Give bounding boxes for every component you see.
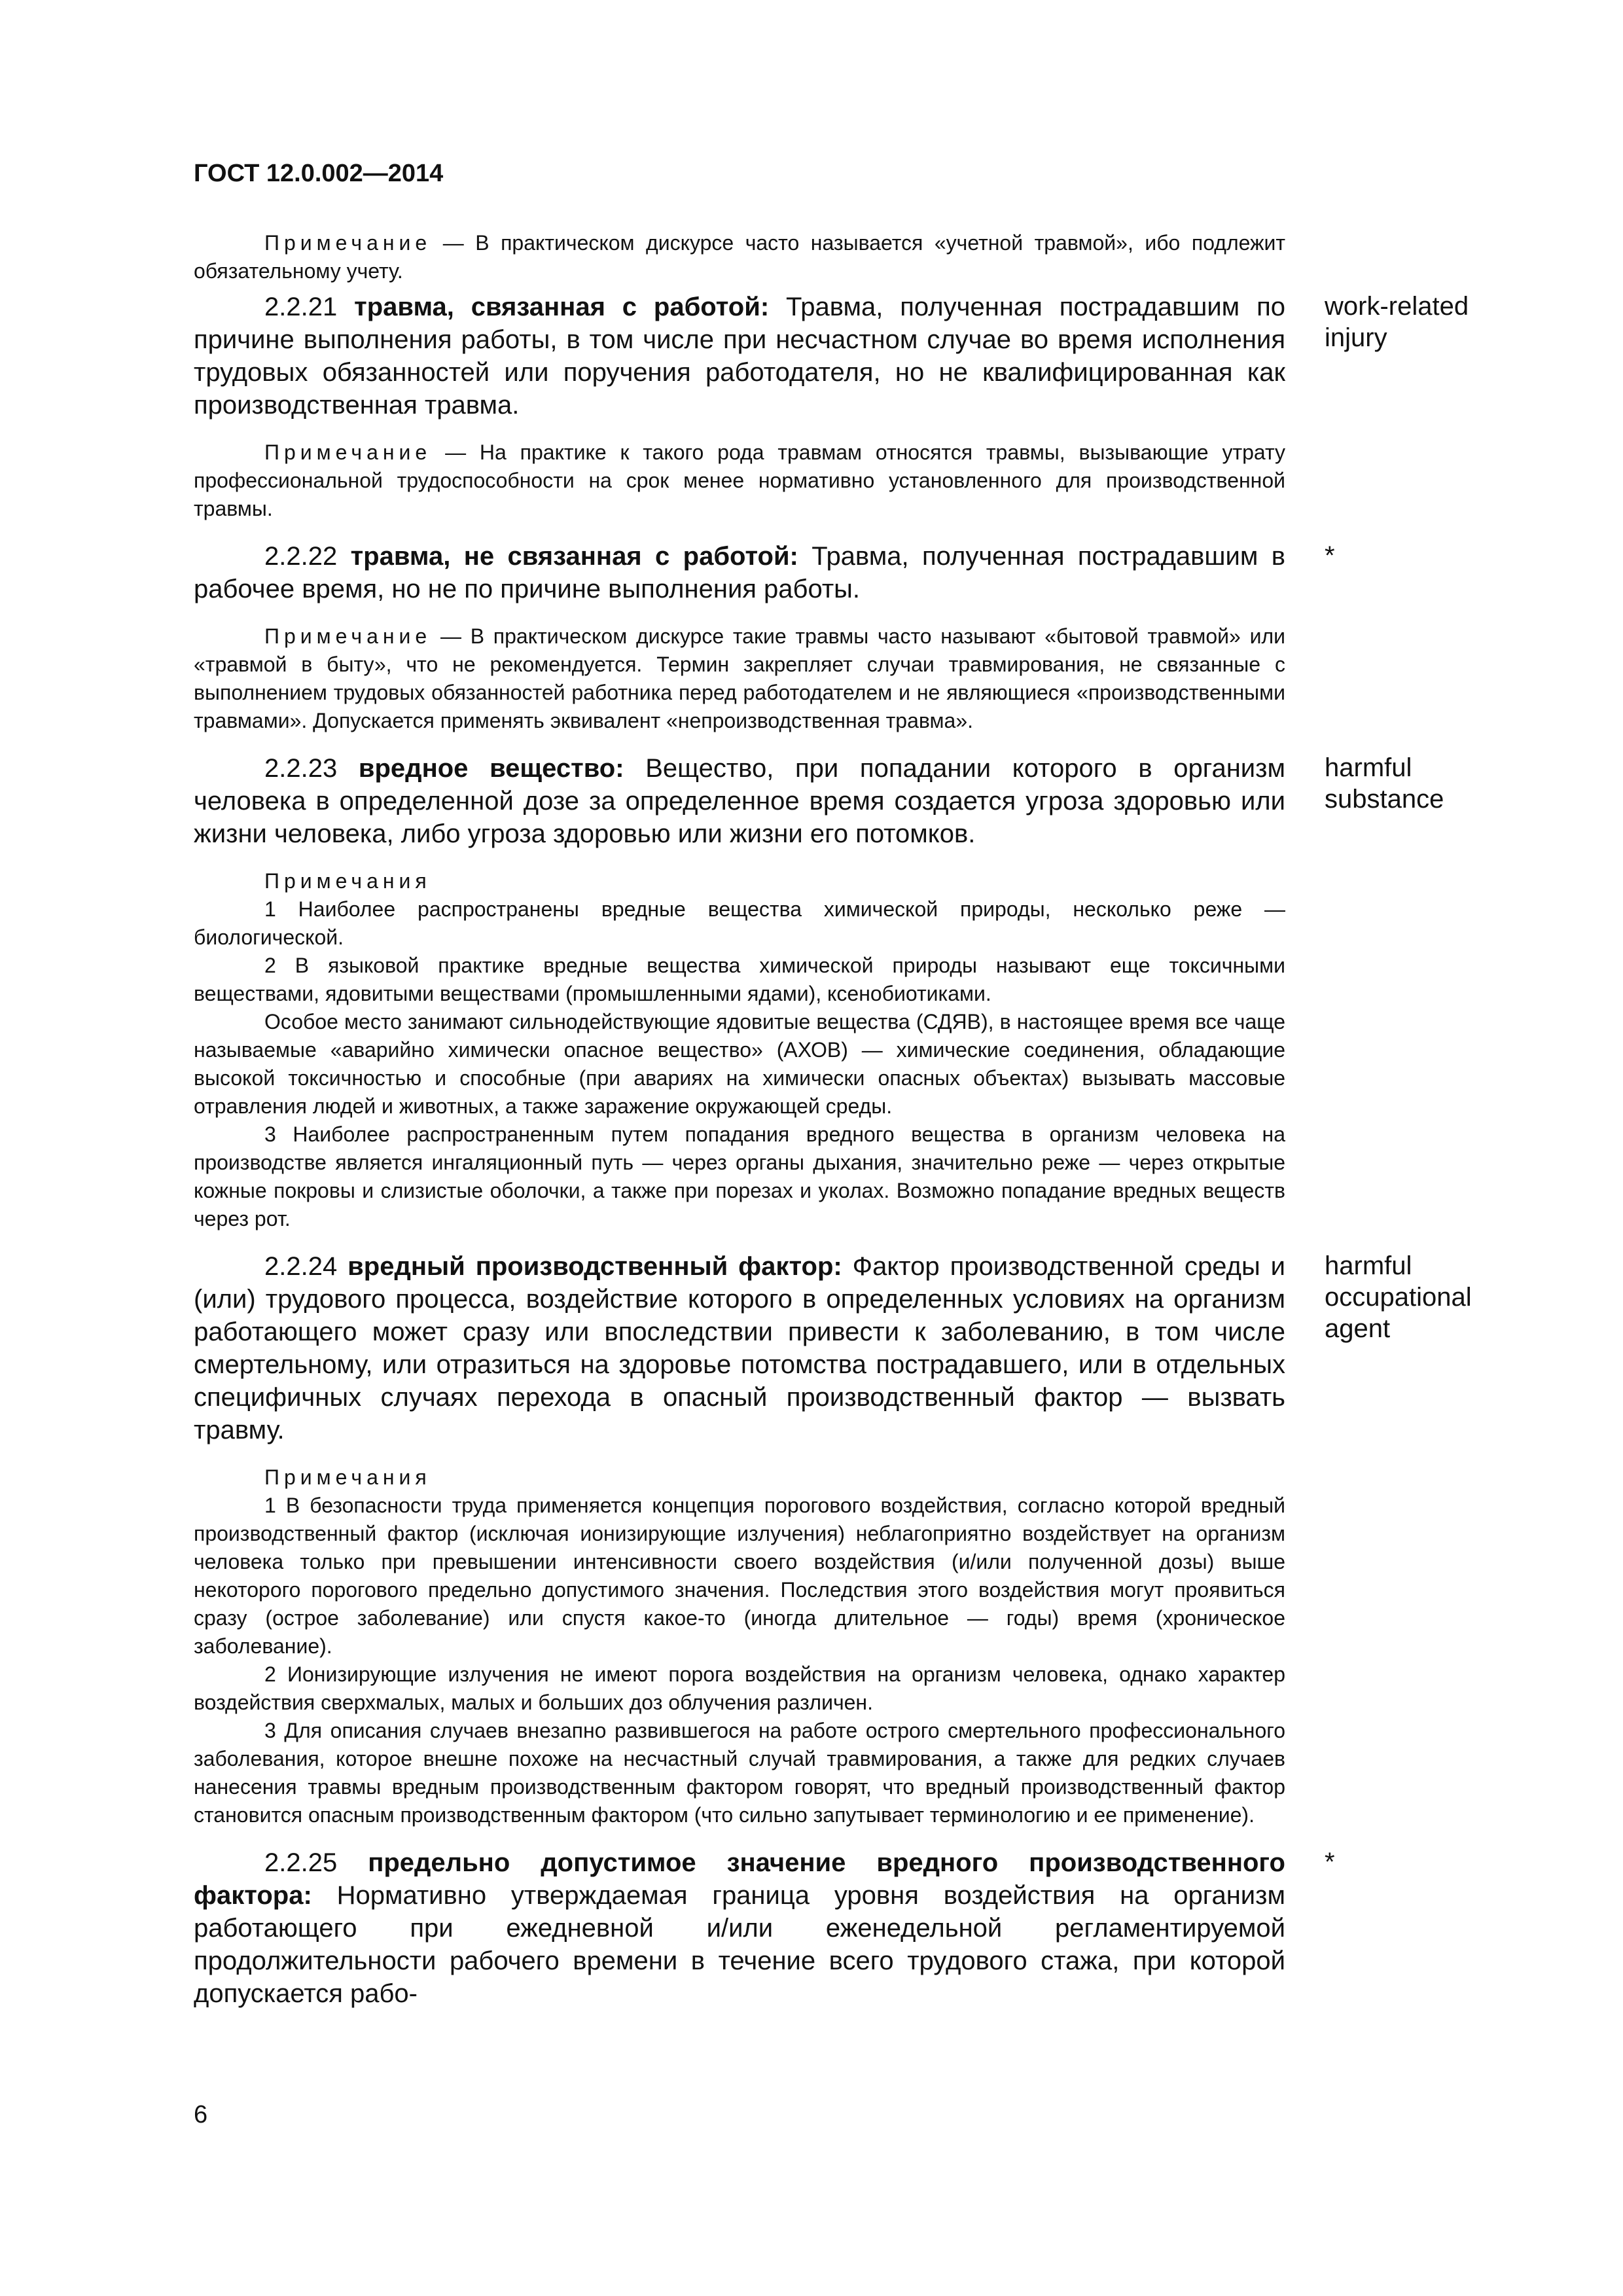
term-note: 2 Ионизирующие излучения не имеют порога воздействия на организм человека, однако характер воздействия сверхмалых, малых и больших доз облучения различен. xyxy=(194,1662,1285,1714)
english-equivalent: harmful substance xyxy=(1325,753,1444,814)
term-note: 1 В безопасности труда применяется концепция порогового воздействия, согласно которой вредный производственный фактор (исключая ионизирующие излучения) неблагоприятно воздействует на организм человека только при превышении интенсивности своего воздействия (и/или полученной дозы) выше некоторого порогового предельно допустимого значения. Последствия этого воздействия могут проявиться сразу (острое заболевание) или спустя какое-то (иногда длительное — годы) время (хроническое заболевание). xyxy=(194,1494,1285,1658)
document-header: ГОСТ 12.0.002—2014 xyxy=(194,160,444,187)
english-equivalent: * xyxy=(1325,1848,1335,1876)
term-2-2-23 xyxy=(194,752,1623,850)
term-note: 3 Для описания случаев внезапно развившегося на работе острого смертельного профессионального заболевания, которое внешне похоже на несчастный случай травмирования, а также для редких случаев нанесения травмы вредным производственным фактором говорят, что вредный производственный фактор становится опасным производственным фактором (что сильно запутывает терминологию и ее применение). xyxy=(194,1719,1285,1827)
term-2-2-22 xyxy=(194,540,1623,605)
term-2-2-24 xyxy=(194,1250,1623,1446)
term-name: вредный производственный фактор: xyxy=(348,1252,842,1281)
term-name: предельно допустимое значение вредного производственного фактора: xyxy=(194,1848,1285,1910)
term-note: 2 В языковой практике вредные вещества химической природы называют еще токсичными веществами, ядовитыми веществами (промышленными ядами), ксенобиотиками. xyxy=(194,954,1285,1005)
term-definition: 2.2.24 вредный производственный фактор: Фактор производственной среды и (или) трудового процесса, воздействие которого в определенных условиях на организм работающего может сразу или впоследствии привести к заболеванию, в том числе смертельному, или отразиться на здоровье потомства пострадавшего, или в отдельных специфичных случаях перехода в опасный производственный фактор — вызвать травму. xyxy=(194,1252,1285,1444)
term-note: 1 Наиболее распространены вредные вещества химической природы, несколько реже — биологической. xyxy=(194,897,1285,949)
term-note: Примечание — В практическом дискурсе такие травмы часто называют «бытовой травмой» или «травмой в быту», что не рекомендуется. Термин закрепляет случаи травмирования, не связанные с выполнением трудовых обязанностей работника перед работодателем и не являющиеся «производственными травмами». Допускается применять эквивалент «непроизводственная травма». xyxy=(194,624,1286,732)
page-number: 6 xyxy=(194,2101,208,2128)
intro-note-row xyxy=(194,229,1623,285)
english-equivalent: work-related injury xyxy=(1325,292,1469,352)
term-definition: 2.2.23 вредное вещество: Вещество, при попадании которого в организм человека в определенной дозе за определенное время создается угроза здоровью или жизни человека, либо угроза здоровью или жизни его потомков. xyxy=(194,754,1285,848)
term-definition: 2.2.22 травма, не связанная с работой: Травма, полученная пострадавшим в рабочее время, но не по причине выполнения работы. xyxy=(194,542,1285,603)
term-note: 3 Наиболее распространенным путем попадания вредного вещества в организм человека на производстве является ингаляционный путь — через органы дыхания, значительно реже — через открытые кожные покровы и слизистые оболочки, а также при порезах и уколах. Возможно попадание вредных веществ через рот. xyxy=(194,1122,1285,1230)
english-equivalent: * xyxy=(1325,541,1335,570)
term-definition: 2.2.21 травма, связанная с работой: Травма, полученная пострадавшим по причине выполнения работы, в том числе при несчастном случае во время исполнения трудовых обязанностей или поручения работодателя, но не квалифицированная как производственная травма. xyxy=(194,293,1285,420)
notes-heading: Примечания xyxy=(264,1465,431,1489)
term-name: травма, связанная с работой: xyxy=(354,293,770,321)
term-2-2-25 xyxy=(194,1846,1623,2010)
term-name: травма, не связанная с работой: xyxy=(350,542,798,571)
document-body xyxy=(194,229,1623,2010)
notes-heading: Примечания xyxy=(264,869,431,893)
intro-note: Примечание — В практическом дискурсе часто называется «учетной травмой», ибо подлежит обязательному учету. xyxy=(194,231,1286,283)
term-definition: 2.2.25 предельно допустимое значение вредного производственного фактора: Нормативно утверждаемая граница уровня воздействия на организм работающего при ежедневной и/или еженедельной регламентируемой продолжительности рабочего времени в течение всего трудового стажа, при которой допускается рабо- xyxy=(194,1848,1285,2008)
term-2-2-21 xyxy=(194,291,1623,422)
term-note: Примечание — На практике к такого рода травмам относятся травмы, вызывающие утрату профессиональной трудоспособности на срок менее нормативно установленного для производственной травмы. xyxy=(194,440,1286,520)
term-note: Особое место занимают сильнодействующие ядовитые вещества (СДЯВ), в настоящее время все чаще называемые «аварийно химически опасное вещество» (АХОВ) — химические соединения, обладающие высокой токсичностью и способные (при авариях на химически опасных объектах) вызывать массовые отравления людей и животных, а также заражение окружающей среды. xyxy=(194,1010,1285,1118)
english-equivalent: harmful occupational agent xyxy=(1325,1251,1472,1343)
term-name: вредное вещество: xyxy=(358,754,624,783)
